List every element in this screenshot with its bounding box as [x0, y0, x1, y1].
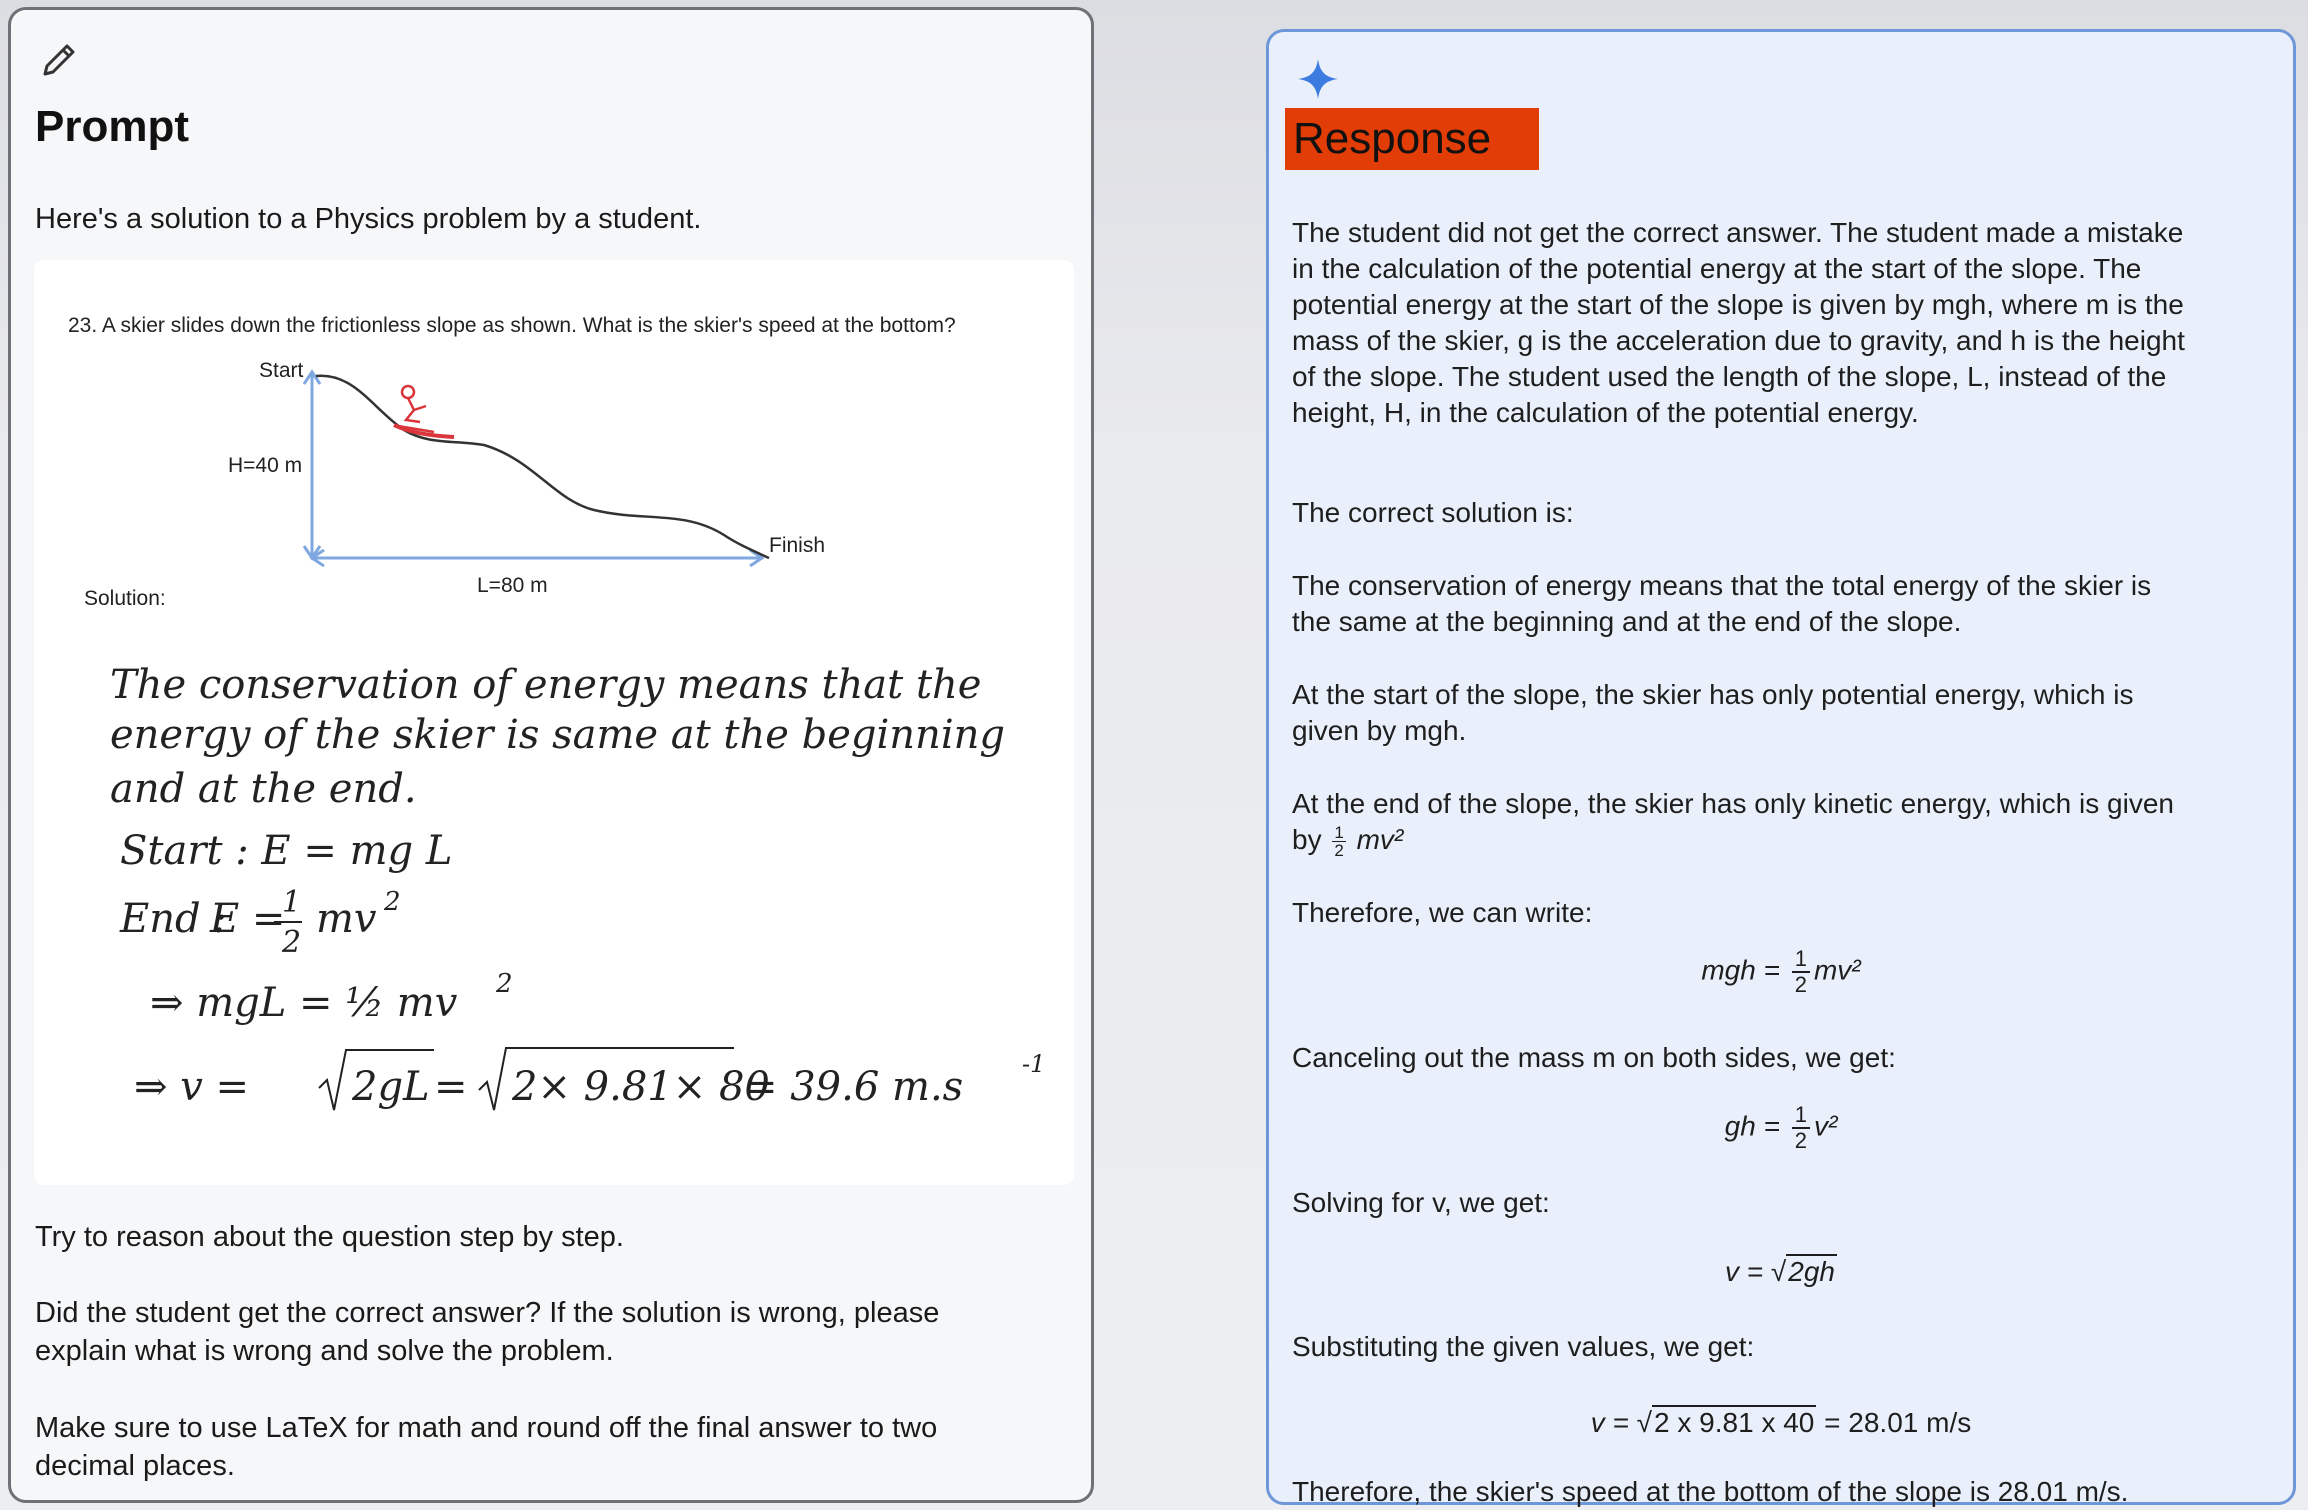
- response-conclusion: Therefore, the skier's speed at the bottom of the slope is 28.01 m/s.: [1292, 1476, 2129, 1507]
- response-p8: Solving for v, we get:: [1292, 1187, 1550, 1218]
- fraction: [1792, 947, 1810, 997]
- response-p6: Therefore, we can write:: [1292, 897, 1593, 928]
- hw-end-label: End :: [120, 896, 227, 942]
- label-length: L=80 m: [477, 574, 548, 597]
- instruction-latex-b: decimal places.: [35, 1450, 235, 1482]
- hw-end-den: 2: [282, 925, 302, 960]
- response-explanation: [1292, 215, 2277, 431]
- equation-gh: [1269, 1103, 2293, 1153]
- explanation-line: The student did not get the correct answer. The student made a mistake: [1292, 217, 2184, 248]
- handwritten-solution: [110, 662, 1045, 1110]
- explanation-line: of the slope. The student used the length of the slope, L, instead of the: [1292, 361, 2167, 392]
- fraction-den: 2: [1334, 841, 1344, 861]
- fraction: [1332, 824, 1345, 859]
- equation-energy: [1269, 947, 2293, 997]
- eq4-right: = 28.01 m/s: [1816, 1407, 1972, 1438]
- hw-implies1-exp: 2: [496, 969, 513, 999]
- eq2-left: gh =: [1724, 1110, 1788, 1142]
- hw-implies2-sqrt2: 2× 9.81× 80: [512, 1064, 770, 1110]
- hw-start-eq: Start : E = mg L: [120, 828, 453, 874]
- fraction: [1792, 1103, 1810, 1153]
- hw-line2: energy of the skier is same at the beginning: [110, 712, 1005, 758]
- hw-implies2-exp: -1: [1022, 1050, 1046, 1078]
- hw-end-num: 1: [282, 885, 302, 920]
- fraction-num: 1: [1792, 947, 1810, 973]
- instruction-step: Try to reason about the question step by step.: [35, 1221, 624, 1253]
- hw-implies2-a: ⇒ v =: [134, 1064, 250, 1110]
- problem-diagram: [34, 260, 1074, 1185]
- fraction-den: 2: [1794, 972, 1807, 997]
- diagram-axes: [304, 372, 762, 566]
- sparkle-icon: [1295, 56, 1341, 102]
- fraction-den: 2: [1794, 1128, 1807, 1153]
- p5b-suffix: mv²: [1356, 824, 1404, 855]
- response-p7: Canceling out the mass m on both sides, we get:: [1292, 1042, 1896, 1073]
- eq3-arg: 2gh: [1788, 1256, 1835, 1287]
- response-p5b: [1292, 822, 2277, 859]
- hw-line3: and at the end.: [110, 766, 417, 812]
- explanation-line: height, H, in the calculation of the potential energy.: [1292, 397, 1919, 428]
- hw-end-tail: mv: [316, 896, 377, 942]
- hw-end-exp: 2: [384, 887, 401, 917]
- pencil-icon: [37, 40, 79, 82]
- prompt-panel: [8, 7, 1094, 1503]
- skier-figure: [394, 386, 454, 437]
- explanation-line: potential energy at the start of the slope is given by mgh, where m is the: [1292, 289, 2184, 320]
- hw-implies2-eq: =: [434, 1064, 468, 1110]
- prompt-intro: Here's a solution to a Physics problem by a student.: [35, 203, 702, 235]
- label-start: Start: [259, 359, 304, 382]
- slope-curve: [316, 376, 769, 558]
- eq4-left: v = √: [1590, 1407, 1653, 1438]
- response-p3b: the same at the beginning and at the end of the slope.: [1292, 606, 1962, 637]
- hw-implies2-sqrt1: 2gL: [352, 1064, 430, 1110]
- instruction-latex-a: Make sure to use LaTeX for math and round off the final answer to two: [35, 1412, 938, 1444]
- problem-question: 23. A skier slides down the frictionless slope as shown. What is the skier's speed at the bottom?: [68, 314, 956, 337]
- eq2-right: v²: [1813, 1110, 1838, 1142]
- response-panel: [1266, 29, 2296, 1505]
- hw-implies1: ⇒ mgL = ½ mv: [150, 980, 458, 1026]
- eq3-left: v = √: [1725, 1256, 1787, 1287]
- fraction-num: 1: [1334, 823, 1344, 843]
- explanation-line: mass of the skier, g is the acceleration due to gravity, and h is the height: [1292, 325, 2185, 356]
- eq1-right: mv²: [1813, 954, 1861, 986]
- instruction-check-a: Did the student get the correct answer? If the solution is wrong, please: [35, 1297, 940, 1329]
- hw-implies2-result: = 39.6 m.s: [744, 1064, 964, 1110]
- response-p9: Substituting the given values, we get:: [1292, 1331, 1755, 1362]
- fraction-num: 1: [1792, 1103, 1810, 1129]
- label-finish: Finish: [769, 534, 826, 557]
- prompt-title: Prompt: [35, 102, 189, 151]
- response-p2: The correct solution is:: [1292, 497, 1574, 528]
- hw-line1: The conservation of energy means that the: [110, 662, 982, 708]
- eq1-left: mgh =: [1701, 954, 1788, 986]
- problem-image: [34, 260, 1074, 1185]
- eq4-arg: 2 x 9.81 x 40: [1654, 1407, 1815, 1438]
- response-p4a: At the start of the slope, the skier has only potential energy, which is: [1292, 679, 2134, 710]
- response-p3a: The conservation of energy means that the total energy of the skier is: [1292, 570, 2152, 601]
- instruction-check-b: explain what is wrong and solve the problem.: [35, 1335, 614, 1367]
- equation-substitution: [1269, 1407, 2293, 1439]
- hw-end-eq: E =: [210, 896, 286, 942]
- response-p4b: given by mgh.: [1292, 715, 1467, 746]
- explanation-line: in the calculation of the potential energy at the start of the slope. The: [1292, 253, 2142, 284]
- response-p5a: At the end of the slope, the skier has only kinetic energy, which is given: [1292, 788, 2174, 819]
- response-title: Response: [1285, 108, 1539, 170]
- label-height: H=40 m: [228, 454, 303, 477]
- equation-v: [1269, 1256, 2293, 1288]
- p5b-prefix: by: [1292, 824, 1322, 855]
- label-solution: Solution:: [84, 587, 166, 610]
